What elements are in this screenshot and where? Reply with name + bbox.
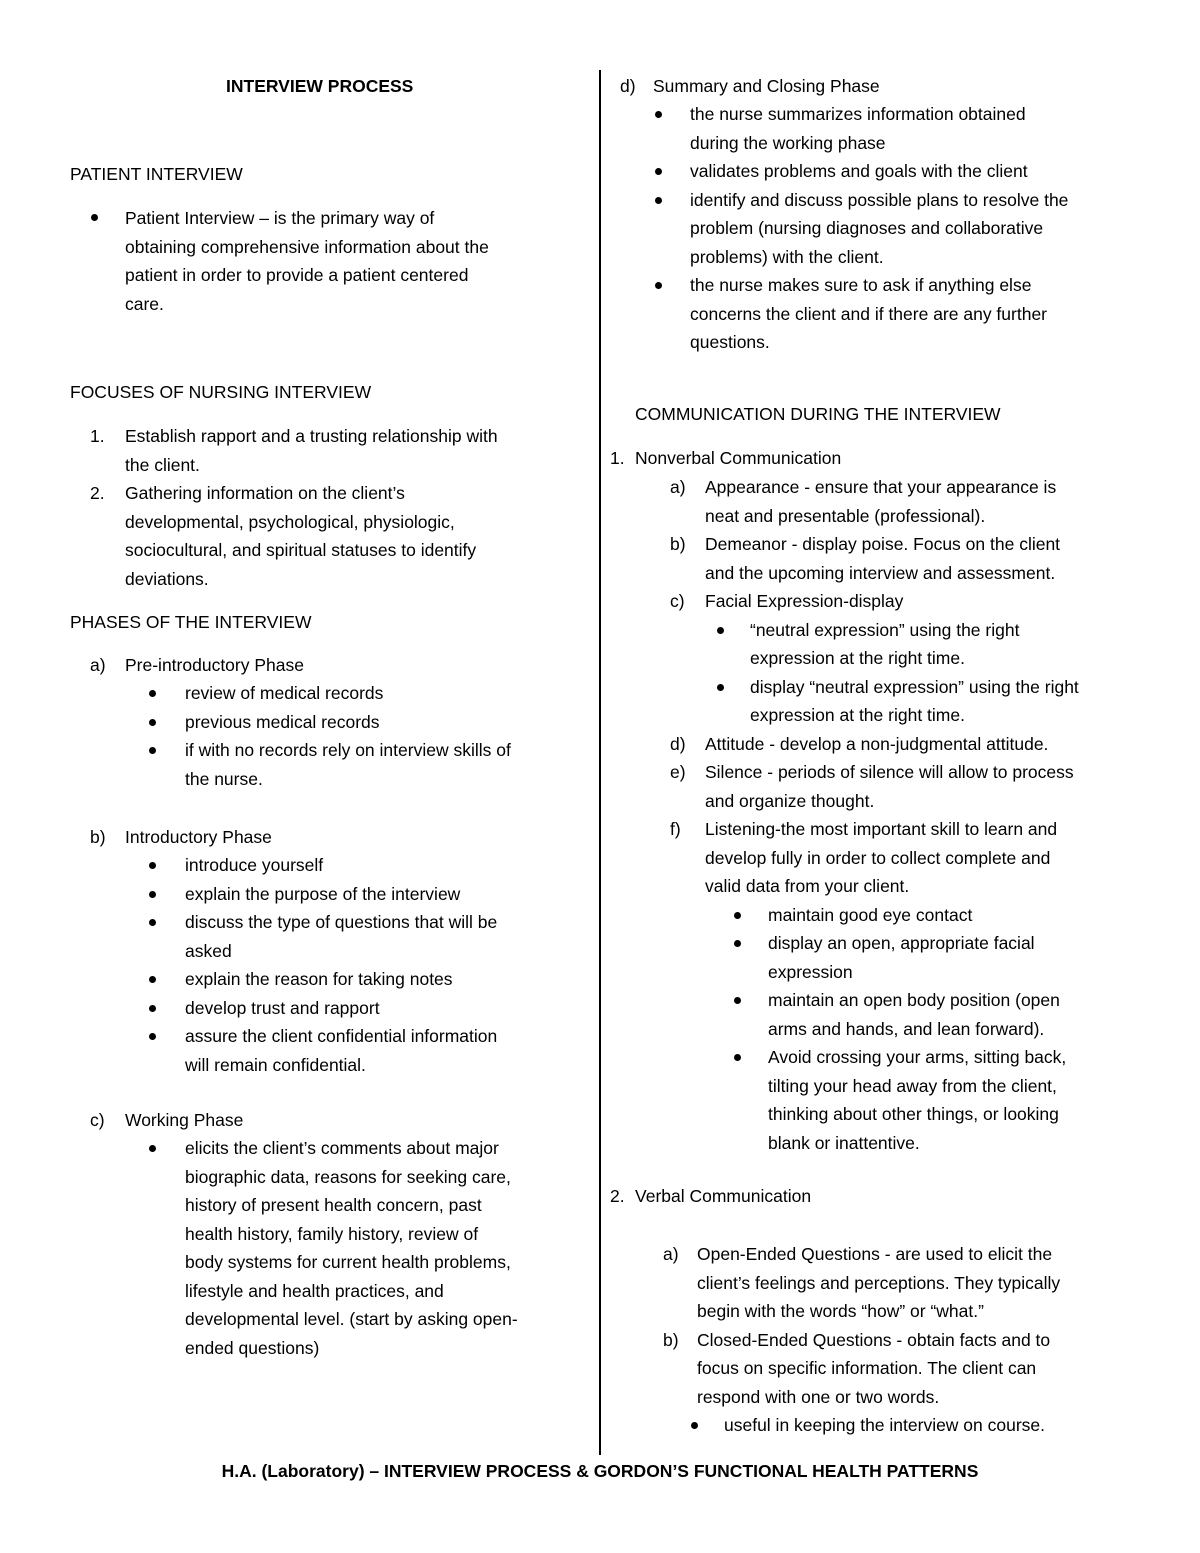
bullet-text: health history, family history, review of [185, 1223, 479, 1244]
bullet-text: ended questions) [185, 1337, 320, 1358]
section-heading: PATIENT INTERVIEW [70, 164, 243, 184]
paragraph-line: Open-Ended Questions - are used to elicit the [697, 1244, 1053, 1264]
list-marker: e) [670, 762, 686, 782]
bullet-icon [734, 1054, 741, 1061]
bullet-text: thinking about other things, or looking [768, 1104, 1059, 1124]
list-marker: d) [620, 76, 636, 96]
list-marker: c) [90, 1110, 105, 1130]
paragraph-line: sociocultural, and spiritual statuses to identify [125, 540, 477, 560]
paragraph-line: the client. [125, 454, 200, 475]
bullet-text: validates problems and goals with the client [690, 161, 1028, 181]
bullet-text: review of medical records [185, 683, 384, 703]
bullet-text: arms and hands, and lean forward). [768, 1018, 1045, 1039]
paragraph-line: developmental, psychological, physiologic, [125, 511, 455, 532]
paragraph-line: patient in order to provide a patient centered [125, 265, 469, 285]
paragraph-line: deviations. [125, 568, 209, 589]
section-heading: FOCUSES OF NURSING INTERVIEW [70, 382, 372, 402]
bullet-icon [149, 976, 156, 983]
bullet-text: the nurse makes sure to ask if anything else [690, 275, 1032, 295]
bullet-icon [91, 214, 98, 221]
bullet-text: develop trust and rapport [185, 997, 380, 1018]
paragraph-line: develop fully in order to collect complete and [705, 847, 1051, 868]
bullet-text: identify and discuss possible plans to resolve the [690, 189, 1069, 210]
bullet-text: display “neutral expression” using the right [750, 676, 1079, 697]
bullet-text: maintain good eye contact [768, 904, 973, 925]
bullet-icon [149, 919, 156, 926]
bullet-icon [655, 111, 662, 118]
list-marker: b) [90, 827, 106, 847]
bullet-icon [734, 997, 741, 1004]
bullet-text: expression at the right time. [750, 705, 965, 725]
document-title: INTERVIEW PROCESS [226, 76, 414, 96]
bullet-text: questions. [690, 332, 770, 352]
bullet-text: expression [768, 961, 853, 982]
list-marker: 2. [610, 1186, 625, 1206]
paragraph-line: neat and presentable (professional). [705, 505, 986, 526]
paragraph-line: respond with one or two words. [697, 1386, 940, 1407]
paragraph-line: Closed-Ended Questions - obtain facts and to [697, 1329, 1051, 1350]
list-marker: 2. [90, 483, 105, 503]
bullet-text: elicits the client’s comments about major [185, 1138, 499, 1158]
list-marker: d) [670, 733, 686, 754]
paragraph-line: care. [125, 293, 164, 314]
bullet-text: maintain an open body position (open [768, 990, 1060, 1010]
bullet-text: explain the purpose of the interview [185, 883, 461, 904]
phase-label: Introductory Phase [125, 827, 272, 847]
section-heading: PHASES OF THE INTERVIEW [70, 612, 312, 632]
bullet-icon [717, 627, 724, 634]
bullet-text: if with no records rely on interview skills of [185, 740, 511, 760]
bullet-text: tilting your head away from the client, [768, 1075, 1057, 1096]
list-marker: a) [90, 655, 106, 675]
bullet-text: the nurse. [185, 768, 263, 789]
bullet-text: introduce yourself [185, 855, 324, 875]
bullet-icon [149, 690, 156, 697]
paragraph-line: Demeanor - display poise. Focus on the client [705, 534, 1061, 554]
bullet-icon [734, 940, 741, 947]
paragraph-line: and the upcoming interview and assessment. [705, 562, 1056, 583]
bullet-text: “neutral expression” using the right [750, 619, 1020, 640]
bullet-icon [734, 912, 741, 919]
list-marker: 1. [610, 448, 625, 468]
bullet-text: asked [185, 940, 232, 961]
bullet-icon [149, 1033, 156, 1040]
paragraph-line: Gathering information on the client’s [125, 483, 405, 503]
bullet-text: assure the client confidential information [185, 1026, 498, 1046]
bullet-text: during the working phase [690, 132, 886, 153]
phase-label: Nonverbal Communication [635, 448, 842, 468]
bullet-text: expression at the right time. [750, 648, 965, 668]
bullet-text: Avoid crossing your arms, sitting back, [768, 1047, 1067, 1067]
bullet-icon [149, 862, 156, 869]
phase-label: Working Phase [125, 1110, 244, 1130]
bullet-text: developmental level. (start by asking open- [185, 1309, 518, 1329]
bullet-icon [149, 1005, 156, 1012]
paragraph-line: Listening-the most important skill to learn and [705, 819, 1058, 839]
paragraph-line: valid data from your client. [705, 876, 910, 896]
bullet-text: the nurse summarizes information obtained [690, 104, 1026, 124]
bullet-text: lifestyle and health practices, and [185, 1280, 444, 1301]
bullet-text: discuss the type of questions that will be [185, 912, 498, 932]
paragraph-line: client’s feelings and perceptions. They typically [697, 1272, 1061, 1293]
bullet-text: history of present health concern, past [185, 1195, 482, 1215]
bullet-icon [655, 168, 662, 175]
list-marker: a) [663, 1244, 679, 1264]
paragraph-line: focus on specific information. The client can [697, 1358, 1037, 1378]
bullet-text: blank or inattentive. [768, 1132, 920, 1153]
bullet-icon [691, 1422, 698, 1429]
bullet-icon [149, 719, 156, 726]
bullet-icon [149, 747, 156, 754]
list-marker: a) [670, 477, 686, 497]
bullet-icon [717, 684, 724, 691]
paragraph-line: obtaining comprehensive information about the [125, 236, 489, 257]
list-marker: 1. [90, 426, 105, 446]
bullet-icon [149, 1145, 156, 1152]
paragraph-line: Facial Expression-display [705, 591, 904, 611]
list-marker: b) [663, 1329, 679, 1350]
section-heading: COMMUNICATION DURING THE INTERVIEW [635, 404, 1001, 424]
column-divider [599, 70, 601, 1455]
bullet-icon [655, 282, 662, 289]
bullet-text: previous medical records [185, 711, 380, 732]
page-footer: H.A. (Laboratory) – INTERVIEW PROCESS & GORDON’S FUNCTIONAL HEALTH PATTERNS [221, 1461, 979, 1481]
bullet-text: concerns the client and if there are any further [690, 303, 1048, 324]
paragraph-line: Attitude - develop a non-judgmental attitude. [705, 733, 1049, 754]
phase-label: Verbal Communication [635, 1186, 812, 1206]
paragraph-line: and organize thought. [705, 790, 875, 811]
bullet-text: body systems for current health problems, [185, 1252, 511, 1272]
paragraph-line: Appearance - ensure that your appearance is [705, 477, 1057, 497]
bullet-text: display an open, appropriate facial [768, 933, 1035, 953]
bullet-text: explain the reason for taking notes [185, 969, 453, 989]
paragraph-line: Silence - periods of silence will allow to process [705, 762, 1074, 782]
bullet-text: problem (nursing diagnoses and collaborative [690, 218, 1044, 238]
bullet-text: problems) with the client. [690, 246, 884, 267]
list-marker: c) [670, 591, 685, 611]
bullet-text: biographic data, reasons for seeking care, [185, 1166, 511, 1187]
list-marker: f) [670, 819, 681, 839]
paragraph-line: Patient Interview – is the primary way of [125, 208, 435, 228]
phase-label: Summary and Closing Phase [653, 76, 880, 96]
bullet-icon [655, 197, 662, 204]
paragraph-line: begin with the words “how” or “what.” [697, 1301, 984, 1321]
paragraph-line: Establish rapport and a trusting relationship with [125, 426, 498, 446]
phase-label: Pre-introductory Phase [125, 655, 304, 675]
bullet-icon [149, 891, 156, 898]
bullet-text: useful in keeping the interview on course. [724, 1415, 1046, 1435]
bullet-text: will remain confidential. [185, 1054, 366, 1075]
list-marker: b) [670, 534, 686, 554]
